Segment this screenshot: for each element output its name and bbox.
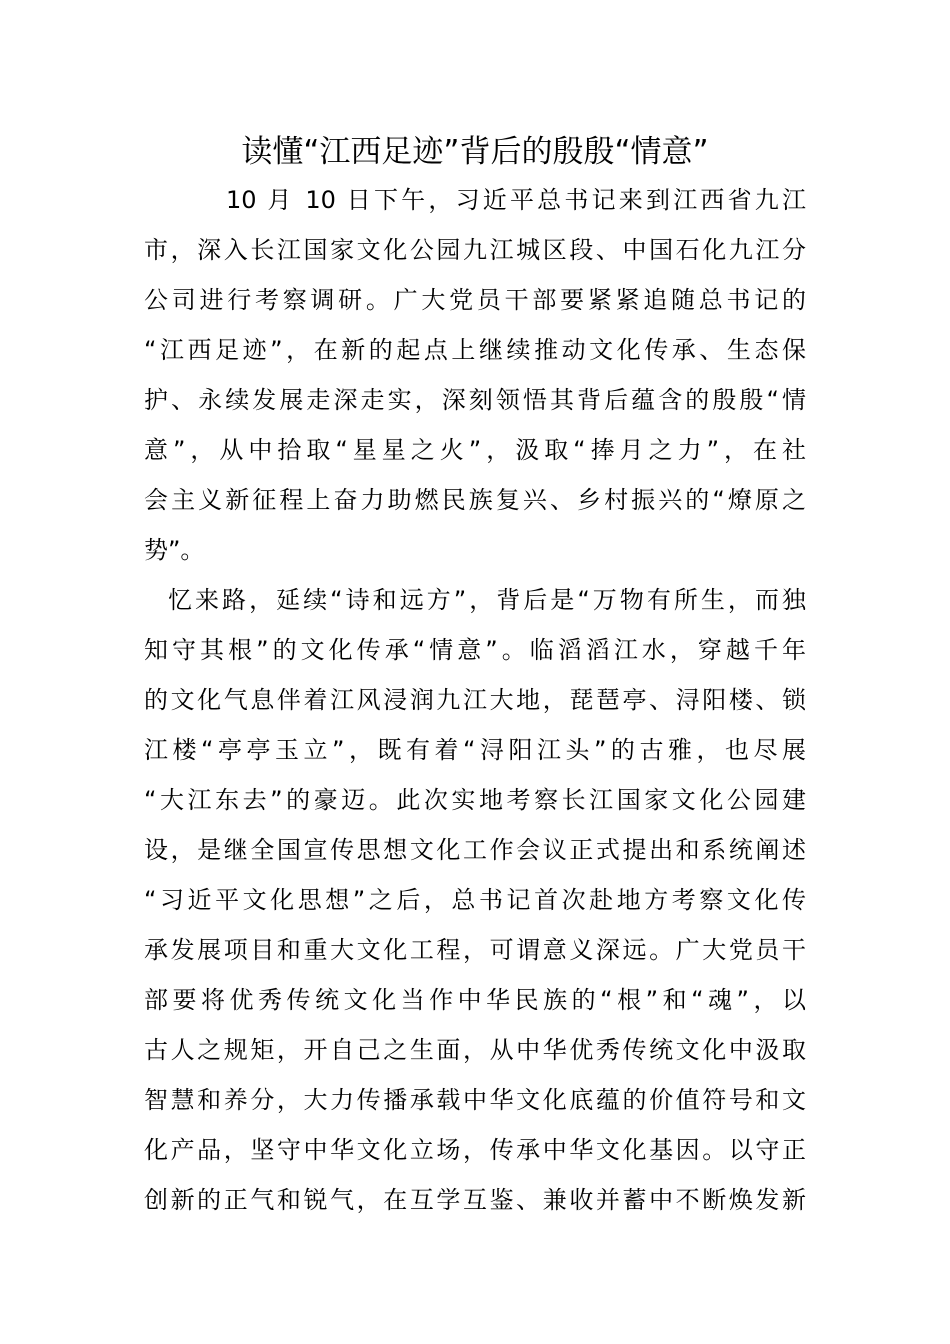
paragraph-2-line-9: 部要将优秀传统文化当作中华民族的“根”和“魂”，以 (144, 986, 806, 1014)
paragraph-1-line-1: 10 月 10 日下午，习近平总书记来到江西省九江 (226, 186, 806, 214)
paragraph-1-line-3: 公司进行考察调研。广大党员干部要紧紧追随总书记的 (144, 286, 806, 314)
paragraph-2-line-6: 设，是继全国宣传思想文化工作会议正式提出和系统阐述 (144, 836, 806, 864)
document-title: 读懂“江西足迹”背后的殷殷“情意” (241, 134, 709, 170)
paragraph-2-line-13: 创新的正气和锐气，在互学互鉴、兼收并蓄中不断焕发新 (144, 1186, 806, 1214)
paragraph-2-line-10: 古人之规矩，开自己之生面，从中华优秀传统文化中汲取 (144, 1036, 806, 1064)
paragraph-2-line-1: 忆来路，延续“诗和远方”，背后是“万物有所生，而独 (168, 586, 806, 614)
paragraph-1-line-5: 护、永续发展走深走实，深刻领悟其背后蕴含的殷殷“情 (144, 386, 806, 414)
paragraph-2-line-2: 知守其根”的文化传承“情意”。临滔滔江水，穿越千年 (144, 636, 806, 664)
paragraph-1-line-6: 意”，从中拾取“星星之火”，汲取“捧月之力”，在社 (144, 436, 806, 464)
paragraph-1-line-8: 势”。 (144, 536, 205, 564)
paragraph-2-line-8: 承发展项目和重大文化工程，可谓意义深远。广大党员干 (144, 936, 806, 964)
paragraph-2-line-4: 江楼“亭亭玉立”，既有着“浔阳江头”的古雅，也尽展 (144, 736, 806, 764)
paragraph-2-line-5: “大江东去”的豪迈。此次实地考察长江国家文化公园建 (144, 786, 806, 814)
paragraph-2-line-3: 的文化气息伴着江风浸润九江大地，琵琶亭、浔阳楼、锁 (144, 686, 806, 714)
paragraph-2-line-12: 化产品，坚守中华文化立场，传承中华文化基因。以守正 (144, 1136, 806, 1164)
paragraph-1-line-4: “江西足迹”，在新的起点上继续推动文化传承、生态保 (144, 336, 806, 364)
paragraph-2-line-7: “习近平文化思想”之后，总书记首次赴地方考察文化传 (144, 886, 806, 914)
paragraph-1-line-2: 市，深入长江国家文化公园九江城区段、中国石化九江分 (144, 236, 806, 264)
paragraph-1-line-7: 会主义新征程上奋力助燃民族复兴、乡村振兴的“燎原之 (144, 486, 806, 514)
paragraph-2-line-11: 智慧和养分，大力传播承载中华文化底蕴的价值符号和文 (144, 1086, 806, 1114)
